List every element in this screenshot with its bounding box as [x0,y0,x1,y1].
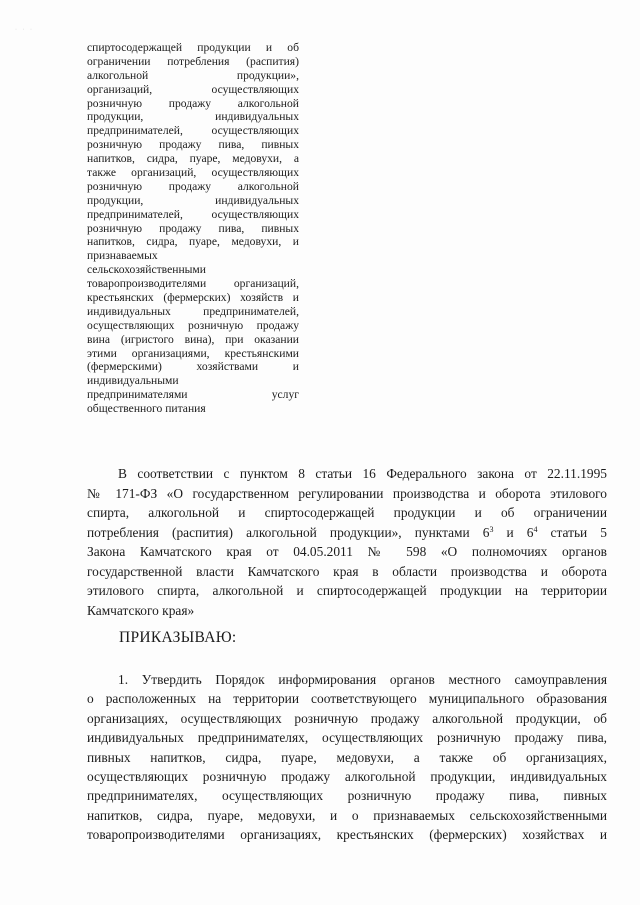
title-line: предпринимателями услуг [87,388,299,402]
title-line: вина (игристого вина), при оказании [87,332,299,346]
superscript: 3 [489,524,494,534]
title-line: также организаций, осуществляющих [87,166,299,180]
item-line: организациях, осуществляющих розничную продажу алкогольной продукции, об [87,710,607,726]
title-line: осуществляющих розничную продажу [87,318,299,332]
title-line: (фермерскими) хозяйствами и [87,360,299,374]
title-line: спиртосодержащей продукции и об [87,41,299,54]
title-line: розничную продажу пива, пивных [87,138,299,152]
title-line: этими организациями, крестьянскими [87,346,299,360]
item-line: индивидуальных предпринимателях, осуществляющих розничную продажу пива, [87,730,607,746]
order-item-1 [87,670,607,845]
title-line: предпринимателей, осуществляющих [87,207,299,221]
scan-corner-mark: · · · [15,27,34,33]
title-line: розничную продажу алкогольной [87,179,299,193]
order-title-block [87,41,299,416]
title-line: продукции, индивидуальных [87,110,299,124]
preamble-line: этилового спирта, алкогольной и спиртосодержащей продукции на территории [87,583,607,598]
title-line: напитков, сидра, пуаре, медовухи, и [87,235,299,249]
item-line: пивных напитков, сидра, пуаре, медовухи, а также об организациях, [87,749,607,765]
title-line: индивидуальными [87,374,179,388]
preamble-line: № 171-ФЗ «О государственном регулировании производства и оборота этилового [87,485,607,501]
preamble-line-with-superscripts [87,523,607,543]
title-line: организаций, осуществляющих [87,82,299,96]
preamble-line: В соответствии с пунктом 8 статьи 16 Федерального закона от 22.11.1995 [118,466,607,481]
order-heading: ПРИКАЗЫВАЮ: [119,629,237,646]
preamble-line: спирта, алкогольной и спиртосодержащей продукции и об ограничении [87,505,607,520]
preamble-line: государственной власти Камчатского края в области производства и оборота [87,563,607,579]
item-line: товаропроизводителями организациях, крестьянских (фермерских) хозяйствах и [87,827,607,843]
superscript: 4 [533,524,538,534]
title-line: товаропроизводителями организаций, [87,277,299,291]
title-line: ограничении потребления (распития) [87,54,299,68]
preamble-paragraph [87,464,607,620]
title-line: напитков, сидра, пуаре, медовухи, а [87,152,299,166]
title-line: признаваемых [87,249,158,263]
title-line: крестьянских (фермерских) хозяйств и [87,291,299,305]
preamble-text: статьи 5 [537,524,607,540]
item-line: осуществляющих розничную продажу алкогольной продукции, индивидуальных [87,768,607,784]
title-line: общественного питания [87,402,206,416]
preamble-text: потребления (распития) алкогольной продукции», пунктами 6 [87,524,490,540]
preamble-line: Камчатского края» [87,602,195,618]
title-line: предпринимателей, осуществляющих [87,124,299,138]
item-line: предпринимателях, осуществляющих розничную продажу пива, пивных [87,788,607,804]
preamble-line: Закона Камчатского края от 04.05.2011 № 598 «О полномочиях органов [87,544,607,559]
title-line: розничную продажу алкогольной [87,96,299,110]
item-line: напитков, сидра, пуаре, медовухи, и о признаваемых сельскохозяйственными [87,807,607,823]
item-line: о расположенных на территории соответствующего муниципального образования [87,691,607,707]
title-line: продукции, индивидуальных [87,193,299,207]
title-line: индивидуальных предпринимателей, [87,304,299,318]
preamble-text: и 6 [493,524,534,540]
title-line: розничную продажу пива, пивных [87,221,299,235]
item-line: 1. Утвердить Порядок информирования органов местного самоуправления [118,672,607,687]
title-line: алкогольной продукции», [87,68,299,82]
title-line: сельскохозяйственными [87,263,206,277]
